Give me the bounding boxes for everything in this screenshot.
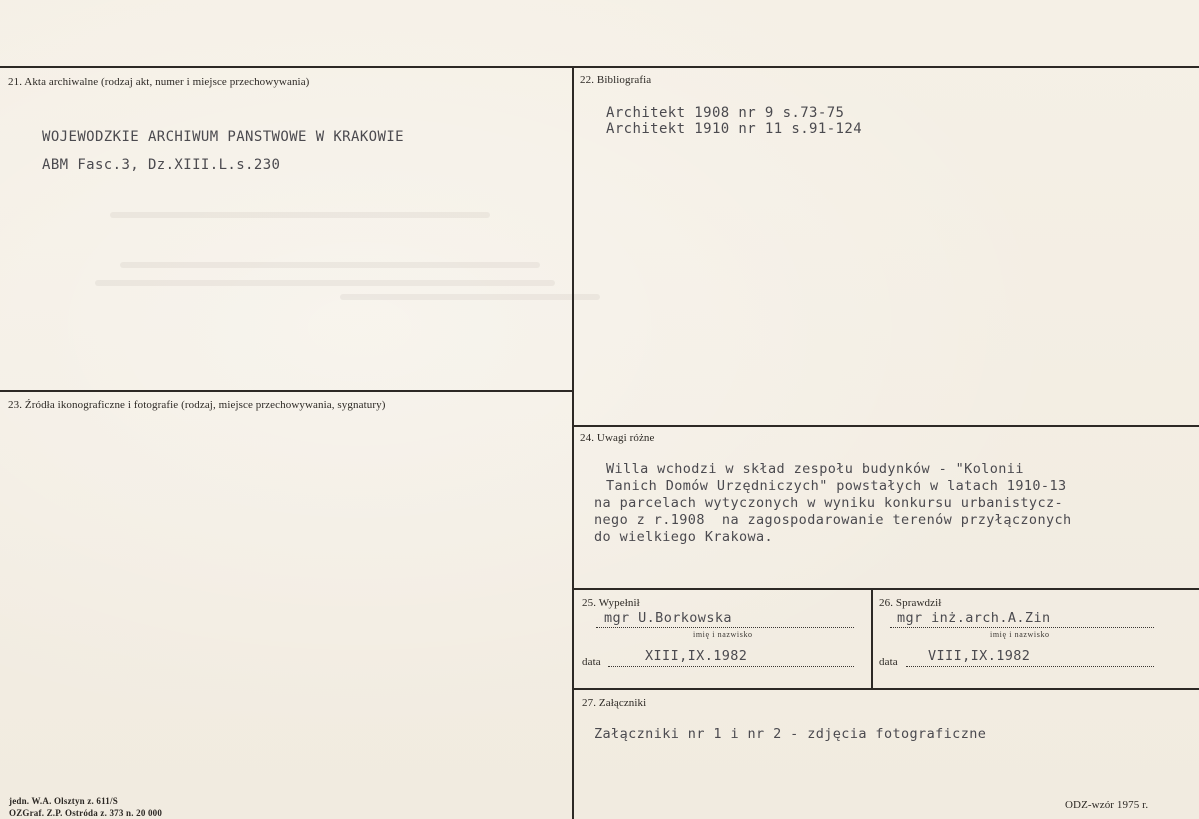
filled-by-date: XIII,IX.1982: [645, 648, 748, 664]
section-26-label: 26. Sprawdził: [879, 597, 942, 609]
bleed-through-mark: [120, 262, 540, 268]
remarks-line-4: nego z r.1908 na zagospodarowanie terenów przyłączonych: [594, 512, 1072, 528]
remarks-line-2: Tanich Domów Urzędniczych" powstałych w latach 1910-13: [606, 478, 1067, 494]
section-27-label: 27. Załączniki: [582, 697, 647, 709]
printer-line-1: jedn. W.A. Olsztyn z. 611/S: [9, 796, 118, 806]
filled-by-caption: imię i nazwisko: [693, 630, 753, 639]
center-divider: [572, 66, 574, 819]
checked-by-date: VIII,IX.1982: [928, 648, 1031, 664]
section-23-label: 23. Źródła ikonograficzne i fotografie (rodzaj, miejsce przechowywania, sygnatury): [8, 399, 386, 411]
remarks-line-1: Willa wchodzi w skład zespołu budynków - "Kolonii: [606, 461, 1024, 477]
filled-by-date-label: data: [582, 656, 601, 668]
printer-line-2: OZGraf. Z.P. Ostróda z. 373 n. 20 000: [9, 808, 163, 818]
attachments-text: Załączniki nr 1 i nr 2 - zdjęcia fotograficzne: [594, 726, 987, 742]
section-24-label: 24. Uwagi różne: [580, 432, 655, 444]
checked-by-name-line: [890, 627, 1154, 628]
signature-top-rule: [573, 588, 1199, 590]
top-rule: [0, 66, 1199, 68]
bibliography-entry-1: Architekt 1908 nr 9 s.73-75: [606, 105, 845, 121]
archive-name: WOJEWODZKIE ARCHIWUM PANSTWOWE W KRAKOWIE: [42, 129, 404, 145]
signature-divider: [871, 588, 873, 688]
filled-by-name-line: [596, 627, 854, 628]
section-25-label: 25. Wypełnił: [582, 597, 640, 609]
attachments-rule: [573, 688, 1199, 690]
bibliography-entry-2: Architekt 1910 nr 11 s.91-124: [606, 121, 863, 137]
filled-by-date-line: [608, 666, 854, 667]
left-section-rule: [0, 390, 573, 392]
remarks-line-3: na parcelach wytyczonych w wyniku konkursu urbanistycz-: [594, 495, 1064, 511]
bleed-through-mark: [95, 280, 555, 286]
remarks-rule: [573, 425, 1199, 427]
checked-by-date-label: data: [879, 656, 898, 668]
remarks-line-5: do wielkiego Krakowa.: [594, 529, 774, 545]
checked-by-date-line: [906, 666, 1154, 667]
checked-by-name: mgr inż.arch.A.Zin: [897, 610, 1051, 626]
filled-by-name: mgr U.Borkowska: [604, 610, 732, 626]
checked-by-caption: imię i nazwisko: [990, 630, 1050, 639]
section-22-label: 22. Bibliografia: [580, 74, 652, 86]
form-template-id: ODZ-wzór 1975 r.: [1065, 799, 1149, 811]
archive-signature: ABM Fasc.3, Dz.XIII.L.s.230: [42, 157, 281, 173]
bleed-through-mark: [110, 212, 490, 218]
bleed-through-mark: [340, 294, 600, 300]
section-21-label: 21. Akta archiwalne (rodzaj akt, numer i miejsce przechowywania): [8, 76, 310, 88]
